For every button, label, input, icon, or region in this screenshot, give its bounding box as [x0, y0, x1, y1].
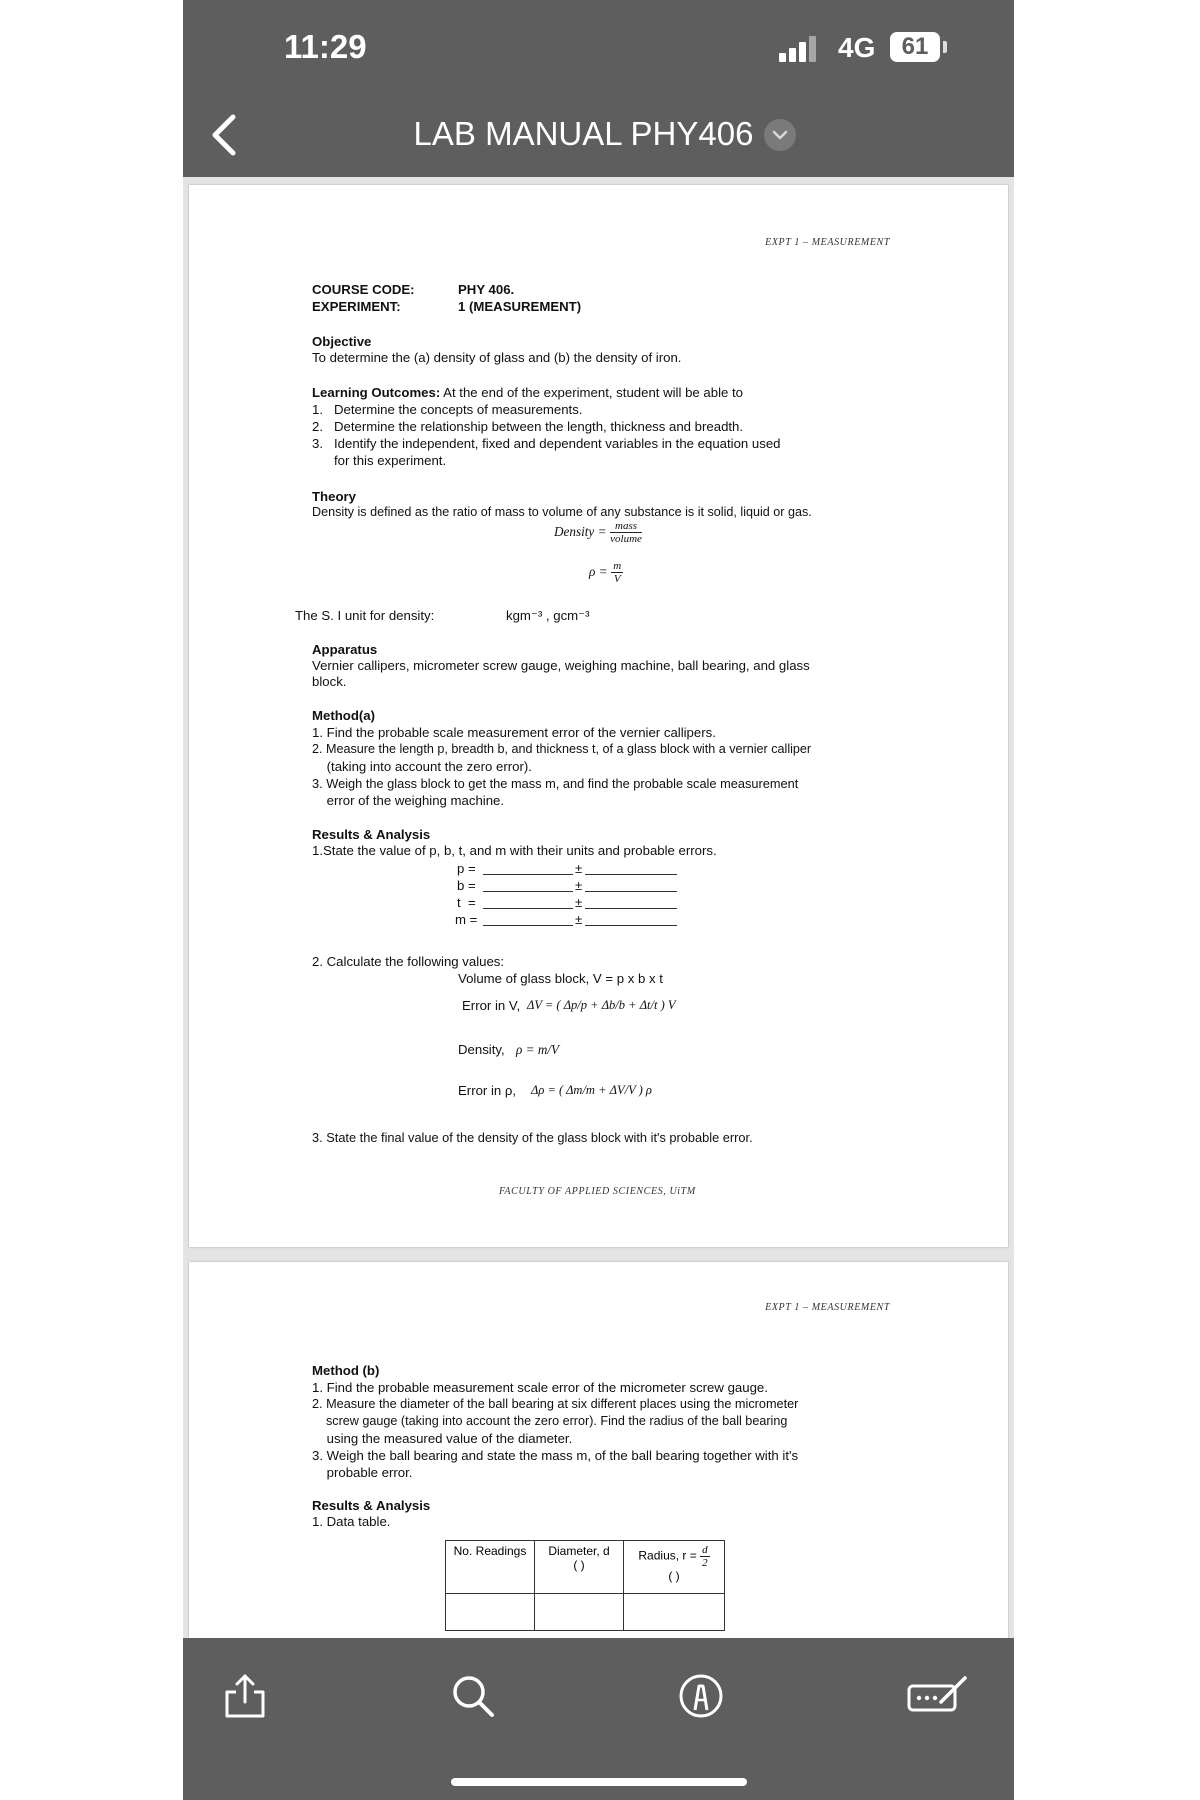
error-blank[interactable] — [585, 891, 677, 892]
apparatus-text: Vernier callipers, micrometer screw gauge, weighing machine, ball bearing, and glass — [312, 658, 810, 673]
error-rho-formula: Δρ = ( Δm/m + ΔV/V ) ρ — [531, 1083, 652, 1097]
answer-blank[interactable] — [483, 925, 573, 926]
search-icon[interactable] — [447, 1670, 499, 1722]
page-header: EXPT 1 – MEASUREMENT — [765, 1302, 890, 1313]
table-row — [446, 1594, 725, 1631]
data-table — [445, 1540, 725, 1631]
network-type: 4G — [838, 32, 876, 63]
pdf-page-2 — [189, 1262, 1008, 1638]
nav-bar — [183, 95, 1014, 177]
method-b-item: screw gauge (taking into account the zero error). Find the radius of the ball bearing — [312, 1414, 788, 1428]
density-label: Density, — [458, 1042, 505, 1057]
method-a-item: 2. Measure the length p, breadth b, and thickness t, of a glass block with a vernier calliper — [312, 742, 812, 756]
error-v-label: Error in V, — [462, 998, 521, 1013]
method-b-item: 3. Weigh the ball bearing and state the mass m, of the ball bearing together with it's — [312, 1448, 799, 1463]
header-no-readings: No. Readings — [453, 1544, 527, 1558]
table-cell[interactable] — [446, 1594, 535, 1631]
density-equation — [554, 520, 642, 545]
lo-item: 2. Determine the relationship between the length, thickness and breadth. — [312, 419, 744, 434]
eq1-fraction — [610, 520, 642, 545]
eq1-num: mass — [610, 520, 642, 533]
method-a-item: 3. Weigh the glass block to get the mass m, and find the probable scale measurement — [312, 776, 799, 791]
error-rho-label: Error in ρ, — [458, 1083, 517, 1098]
eq1-lhs: Density = — [554, 523, 607, 539]
learning-outcomes — [312, 384, 743, 401]
experiment-label: EXPERIMENT: — [312, 299, 401, 314]
battery-nub — [943, 41, 947, 53]
objective-text: To determine the (a) density of glass and (b) the density of iron. — [312, 350, 682, 365]
answer-blank[interactable] — [483, 874, 573, 875]
data-table-label: 1. Data table. — [312, 1514, 391, 1529]
si-unit-label: The S. I unit for density: — [295, 608, 435, 623]
objective-heading: Objective — [312, 334, 372, 349]
volume-text: Volume of glass block, V = p x b x t — [458, 971, 663, 986]
pdf-page-1 — [189, 185, 1008, 1247]
answer-blank[interactable] — [483, 891, 573, 892]
document-title[interactable] — [183, 115, 1014, 153]
course-code-label: COURSE CODE: — [312, 282, 415, 297]
lo-heading: Learning Outcomes: — [312, 385, 441, 400]
rho-equation — [589, 560, 623, 585]
error-blank[interactable] — [585, 925, 677, 926]
table-header-cell — [535, 1541, 624, 1594]
radius-frac-num: d — [702, 1544, 708, 1556]
eq2-den: V — [613, 573, 621, 585]
battery-icon — [890, 32, 940, 62]
method-b-heading: Method (b) — [312, 1363, 380, 1378]
page-footer: FACULTY OF APPLIED SCIENCES, UiTM — [499, 1186, 696, 1197]
var-label: b = — [457, 878, 476, 893]
lo-item: 3. Identify the independent, fixed and dependent variables in the equation used — [312, 436, 781, 451]
var-label: m = — [455, 912, 478, 927]
method-b-item: probable error. — [312, 1465, 413, 1480]
pm-sign: ± — [575, 912, 583, 927]
eq2-num: m — [613, 560, 622, 572]
eq2-fraction — [611, 560, 623, 585]
page-header: EXPT 1 – MEASUREMENT — [765, 237, 890, 248]
status-bar — [183, 0, 1014, 95]
radius-frac-den: 2 — [702, 1557, 708, 1569]
table-cell[interactable] — [624, 1594, 725, 1631]
apparatus-heading: Apparatus — [312, 642, 378, 657]
header-radius: Radius, r = — [638, 1548, 697, 1563]
radius-unit: ( ) — [668, 1569, 680, 1583]
method-a-item: 1. Find the probable scale measurement error of the vernier callipers. — [312, 725, 716, 740]
home-indicator[interactable] — [451, 1778, 747, 1786]
signal-icon — [779, 36, 823, 62]
document-viewer[interactable] — [183, 177, 1014, 1638]
markup-icon[interactable] — [675, 1670, 727, 1722]
method-a-item: error of the weighing machine. — [312, 793, 505, 808]
method-a-heading: Method(a) — [312, 708, 375, 723]
lo-item: for this experiment. — [312, 453, 447, 468]
bottom-toolbar — [183, 1638, 1014, 1800]
apparatus-text: block. — [312, 674, 347, 689]
pm-sign: ± — [575, 861, 583, 876]
results-heading: Results & Analysis — [312, 1498, 431, 1513]
answer-blank[interactable] — [483, 908, 573, 909]
course-code-value: PHY 406. — [458, 282, 515, 297]
error-v-formula: ΔV = ( Δp/p + Δb/b + Δt/t ) V — [527, 998, 676, 1012]
eq2-lhs: ρ = — [589, 563, 608, 579]
experiment-value: 1 (MEASUREMENT) — [458, 299, 582, 314]
method-b-item: 1. Find the probable measurement scale error of the micrometer screw gauge. — [312, 1380, 768, 1395]
lo-intro: At the end of the experiment, student will be able to — [443, 385, 744, 400]
battery-level: 61 — [901, 33, 929, 60]
document-title-text: LAB MANUAL PHY406 — [413, 115, 754, 152]
table-header-cell — [446, 1541, 535, 1594]
method-b-item: using the measured value of the diameter. — [312, 1431, 573, 1446]
calc-intro: 2. Calculate the following values: — [312, 954, 505, 969]
error-blank[interactable] — [585, 874, 677, 875]
eq1-den: volume — [610, 533, 642, 545]
pm-sign: ± — [575, 895, 583, 910]
results-heading: Results & Analysis — [312, 827, 431, 842]
density-formula: ρ = m/V — [516, 1042, 560, 1057]
header-diameter: Diameter, d — [548, 1544, 610, 1558]
pm-sign: ± — [575, 878, 583, 893]
share-icon[interactable] — [219, 1670, 271, 1722]
lo-item: 1. Determine the concepts of measurements. — [312, 402, 583, 417]
chevron-down-icon[interactable] — [764, 119, 796, 151]
var-label: t = — [457, 895, 476, 910]
method-a-item: (taking into account the zero error). — [312, 759, 532, 774]
theory-text: Density is defined as the ratio of mass to volume of any substance is it solid, liquid or gas. — [312, 505, 812, 519]
final-text: 3. State the final value of the density of the glass block with it's probable error. — [312, 1130, 753, 1145]
table-header-row — [446, 1541, 725, 1594]
radius-fraction — [700, 1544, 710, 1569]
phone-screen — [183, 0, 1014, 1800]
var-label: p = — [457, 861, 476, 876]
table-cell[interactable] — [535, 1594, 624, 1631]
si-unit-value: kgm⁻³ , gcm⁻³ — [506, 608, 590, 623]
diameter-unit: ( ) — [573, 1558, 585, 1572]
theory-heading: Theory — [312, 489, 356, 504]
status-time: 11:29 — [284, 28, 367, 65]
error-blank[interactable] — [585, 908, 677, 909]
results-intro: 1.State the value of p, b, t, and m with their units and probable errors. — [312, 843, 717, 858]
table-header-cell — [624, 1541, 725, 1594]
edit-annotate-icon[interactable] — [905, 1670, 971, 1722]
method-b-item: 2. Measure the diameter of the ball bearing at six different places using the micrometer — [312, 1397, 799, 1411]
